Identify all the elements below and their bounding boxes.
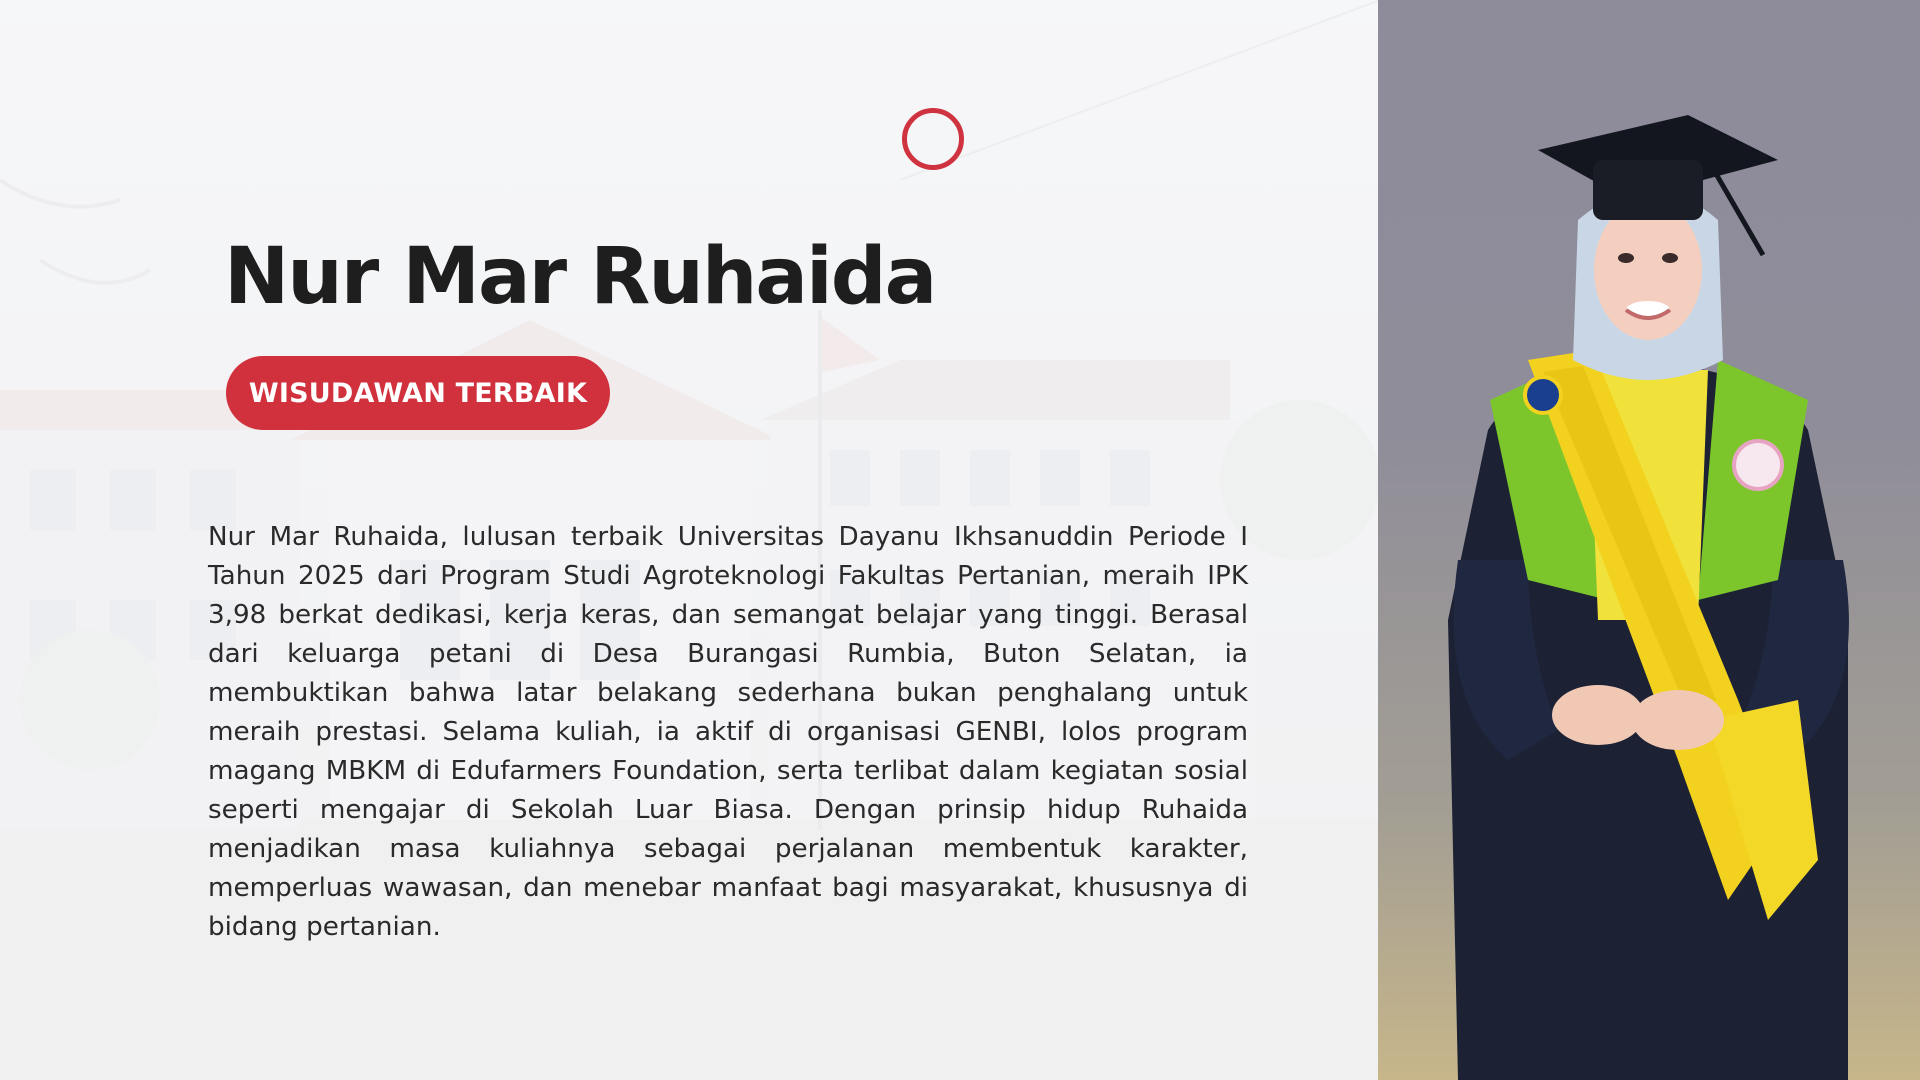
graduate-name-title: Nur Mar Ruhaida: [224, 232, 936, 322]
circle-outline-icon: [902, 108, 964, 170]
best-graduate-badge: WISUDAWAN TERBAIK: [226, 356, 610, 430]
graduate-photo-panel: [1378, 0, 1920, 1080]
graduate-portrait-illustration: [1378, 0, 1920, 1080]
graduate-bio-paragraph: Nur Mar Ruhaida, lulusan terbaik Universitas Dayanu Ikhsanuddin Periode I Tahun 2025 dari Program Studi Agroteknologi Fakultas Pertanian, meraih IPK 3,98 berkat dedikasi, kerja keras, dan semangat belajar yang tinggi. Berasal dari keluarga petani di Desa Burangasi Rumbia, Buton Selatan, ia membuktikan bahwa latar belakang sederhana bukan penghalang untuk meraih prestasi. Selama kuliah, ia aktif di organisasi GENBI, lolos program magang MBKM di Edufarmers Foundation, serta terlibat dalam kegiatan sosial seperti mengajar di Sekolah Luar Biasa. Dengan prinsip hidup Ruhaida menjadikan masa kuliahnya sebagai perjalanan membentuk karakter, memperluas wawasan, dan menebar manfaat bagi masyarakat, khususnya di bidang pertanian.: [208, 522, 1248, 942]
